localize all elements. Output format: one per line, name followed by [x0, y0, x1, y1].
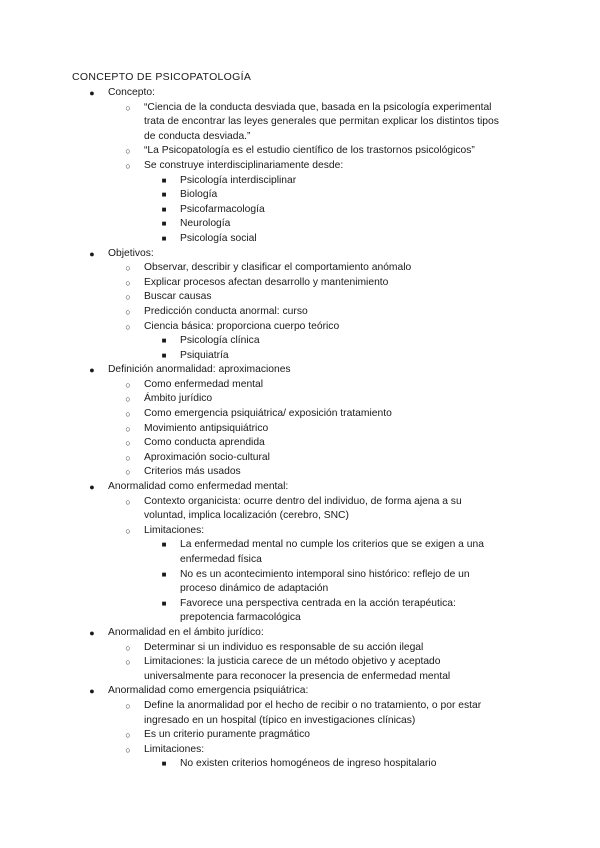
bullet-icon: ○ [125, 452, 131, 463]
outline-text: Explicar procesos afectan desarrollo y mantenimiento [144, 276, 389, 288]
outline-line [0, 451, 600, 466]
outline-line [0, 305, 600, 320]
outline-text: Definición anormalidad: aproximaciones [108, 364, 291, 376]
outline-text: Criterios más usados [144, 466, 241, 478]
bullet-icon: ○ [125, 379, 131, 390]
bullet-icon: ○ [125, 394, 131, 405]
bullet-icon: ○ [125, 700, 131, 711]
outline-line [0, 115, 600, 130]
outline-line [0, 363, 600, 378]
outline-line [0, 509, 600, 524]
bullet-icon: ○ [125, 306, 131, 317]
outline-line [0, 670, 600, 685]
outline-text: Concepto: [108, 87, 155, 98]
bullet-icon: ○ [125, 423, 131, 434]
outline-text: Define la anormalidad por el hecho de recibir o no tratamiento, o por estar [144, 699, 482, 711]
outline-text: Ámbito jurídico [144, 393, 213, 405]
bullet-icon: ● [89, 365, 95, 376]
outline-line [0, 714, 600, 729]
bullet-icon: ■ [161, 569, 167, 579]
outline-line [0, 422, 600, 437]
bullet-icon: ■ [161, 598, 167, 608]
outline-line [0, 495, 600, 510]
outline-text: Predicción conducta anormal: curso [144, 305, 308, 317]
outline-text: Anormalidad en el ámbito jurídico: [108, 626, 264, 638]
bullet-icon: ○ [125, 467, 131, 478]
outline-line [0, 597, 600, 612]
outline-text: Aproximación socio-cultural [144, 451, 270, 463]
bullet-icon: ○ [125, 146, 131, 157]
bullet-icon: ■ [161, 233, 167, 243]
bullet-icon: ○ [125, 277, 131, 288]
bullet-icon: ○ [125, 657, 131, 668]
bullet-icon: ■ [161, 204, 167, 214]
outline-line [0, 655, 600, 670]
outline-text: Psicofarmacología [180, 203, 265, 215]
outline-text: Como emergencia psiquiátrica/ exposición tratamiento [144, 408, 392, 420]
outline-line [0, 480, 600, 495]
outline-line [0, 641, 600, 656]
bullet-icon: ● [89, 686, 95, 697]
outline-text: de conducta desviada.” [144, 130, 251, 142]
bullet-icon: ○ [125, 438, 131, 449]
outline-text: voluntad, implica localización (cerebro, SNC) [144, 510, 349, 522]
outline-text: La enfermedad mental no cumple los criterios que se exigen a una [180, 539, 484, 551]
bullet-icon: ● [89, 482, 95, 493]
outline-text: Movimiento antipsiquiátrico [144, 422, 269, 434]
bullet-icon: ○ [125, 321, 131, 332]
outline-line [0, 261, 600, 276]
bullet-icon: ○ [125, 525, 131, 536]
bullet-icon: ○ [125, 642, 131, 653]
outline-line [0, 232, 600, 247]
outline-line [0, 728, 600, 743]
outline-text: Psicología clínica [180, 335, 260, 347]
outline-text: Neurología [180, 218, 231, 230]
outline-text: ingresado en un hospital (típico en investigaciones clínicas) [144, 714, 416, 726]
outline-line [0, 188, 600, 203]
outline-line [0, 757, 600, 772]
outline-line [0, 349, 600, 364]
bullet-icon: ○ [125, 496, 131, 507]
bullet-icon: ○ [125, 160, 131, 171]
page-title: CONCEPTO DE PSICOPATOLOGÍA [72, 71, 252, 83]
outline-text: “La Psicopatología es el estudio científico de los trastornos psicológicos” [144, 145, 475, 157]
outline-line [0, 407, 600, 422]
outline-text: Biología [180, 189, 218, 201]
outline-line [0, 524, 600, 539]
outline-text: Contexto organicista: ocurre dentro del individuo, de forma ajena a su [144, 495, 462, 507]
outline-line [0, 101, 600, 116]
outline-line [0, 247, 600, 262]
outline-line [0, 203, 600, 218]
outline-line [0, 144, 600, 159]
outline-line [0, 320, 600, 335]
outline-text: No es un acontecimiento intemporal sino histórico: reflejo de un [180, 568, 470, 580]
bullet-icon: ○ [125, 744, 131, 755]
bullet-icon: ○ [125, 102, 131, 113]
outline-text: universalmente para reconocer la presencia de enfermedad mental [144, 670, 451, 682]
bullet-icon: ● [89, 248, 95, 259]
bullet-icon: ○ [125, 730, 131, 741]
bullet-icon: ● [89, 627, 95, 638]
outline-line [0, 743, 600, 758]
outline-text: Favorece una perspectiva centrada en la acción terapéutica: [180, 597, 456, 609]
outline-text: Limitaciones: [144, 743, 205, 755]
outline-text: Psicología social [180, 232, 257, 244]
outline-line [0, 699, 600, 714]
outline-text: Es un criterio puramente pragmático [144, 729, 310, 741]
outline-line [0, 130, 600, 145]
outline-line [0, 465, 600, 480]
outline-text: Psicología interdisciplinar [180, 174, 297, 186]
outline-text: No existen criterios homogéneos de ingreso hospitalario [180, 758, 437, 770]
bullet-icon: ○ [125, 263, 131, 274]
outline-text: Psiquiatría [180, 349, 229, 361]
outline-text: “Ciencia de la conducta desviada que, basada en la psicología experimental [144, 101, 492, 113]
outline-text: Objetivos: [108, 247, 154, 259]
outline-line [0, 392, 600, 407]
outline-line [0, 582, 600, 597]
outline-text: Anormalidad como enfermedad mental: [108, 481, 289, 493]
outline-text: Como enfermedad mental [144, 378, 264, 390]
outline-text: Determinar si un individuo es responsable de su acción ilegal [144, 641, 424, 653]
outline-text: prepotencia farmacológica [180, 612, 301, 624]
outline-line [0, 684, 600, 699]
outline-line [0, 276, 600, 291]
outline-line [0, 611, 600, 626]
outline-line [0, 436, 600, 451]
bullet-icon: ■ [161, 759, 167, 769]
bullet-icon: ■ [161, 350, 167, 360]
outline-text: Observar, describir y clasificar el comportamiento anómalo [144, 262, 412, 274]
outline-text: Como conducta aprendida [144, 437, 265, 449]
outline-text: Anormalidad como emergencia psiquiátrica: [108, 685, 309, 697]
outline-text: trata de encontrar las leyes generales que permitan explicar los distintos tipos [144, 116, 499, 128]
outline-line [0, 538, 600, 553]
outline-text: enfermedad física [180, 554, 262, 565]
outline-line [0, 217, 600, 232]
outline-text: Limitaciones: [144, 524, 205, 536]
outline-line [0, 86, 600, 101]
outline-line [0, 553, 600, 568]
outline-text: Buscar causas [144, 291, 212, 303]
outline-line [0, 159, 600, 174]
outline-list [0, 86, 600, 772]
outline-line [0, 334, 600, 349]
outline-line [0, 290, 600, 305]
outline-line [0, 378, 600, 393]
bullet-icon: ■ [161, 540, 167, 550]
bullet-icon: ■ [161, 336, 167, 346]
bullet-icon: ● [89, 88, 95, 98]
outline-line [0, 174, 600, 189]
bullet-icon: ■ [161, 190, 167, 200]
bullet-icon: ○ [125, 409, 131, 420]
outline-text: Se construye interdisciplinariamente desde: [144, 159, 344, 171]
outline-text: Limitaciones: la justicia carece de un método objetivo y aceptado [144, 656, 441, 668]
outline-line [0, 568, 600, 583]
bullet-icon: ■ [161, 219, 167, 229]
bullet-icon: ○ [125, 292, 131, 303]
outline-line [0, 626, 600, 641]
bullet-icon: ■ [161, 175, 167, 185]
outline-text: proceso dinámico de adaptación [180, 583, 329, 595]
outline-text: Ciencia básica: proporciona cuerpo teórico [144, 320, 340, 332]
